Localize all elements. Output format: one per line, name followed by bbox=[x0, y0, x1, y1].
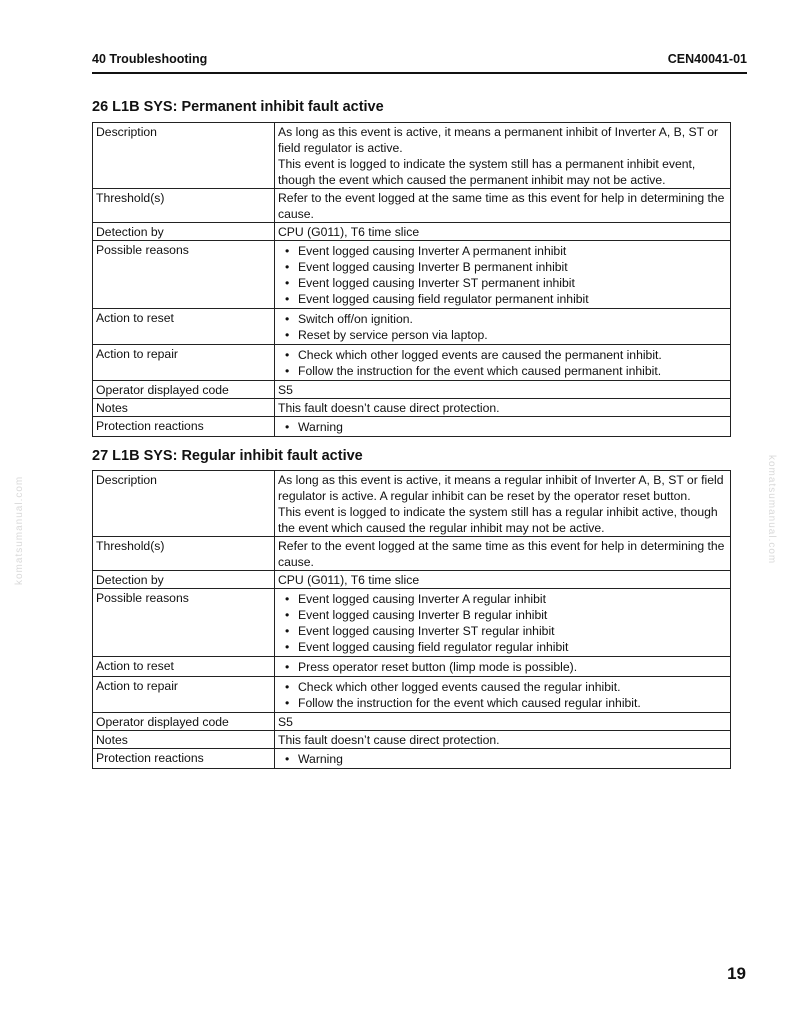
row-value bbox=[275, 309, 731, 345]
row-value: CPU (G011), T6 time slice bbox=[275, 571, 731, 589]
table-row bbox=[93, 399, 731, 417]
list-item: • Follow the instruction for the event which caused permanent inhibit. bbox=[278, 363, 728, 379]
row-label: Threshold(s) bbox=[93, 189, 275, 223]
row-value bbox=[275, 417, 731, 437]
page-number: 19 bbox=[727, 964, 746, 983]
reasons-list bbox=[278, 242, 728, 308]
fault-26-table bbox=[92, 122, 731, 437]
reset-list bbox=[278, 310, 728, 344]
list-item: • Event logged causing field regulator permanent inhibit bbox=[278, 291, 728, 307]
watermark-left: komatsumanual.com bbox=[14, 475, 25, 585]
description-para: This event is logged to indicate the system still has a regular inhibit active, though the event which caused the regular inhibit may not be active. bbox=[278, 505, 718, 535]
table-row bbox=[93, 471, 731, 537]
row-label: Possible reasons bbox=[93, 589, 275, 657]
fault-27-table bbox=[92, 470, 731, 769]
row-label: Action to repair bbox=[93, 677, 275, 713]
table-row bbox=[93, 677, 731, 713]
table-row bbox=[93, 189, 731, 223]
header-rule bbox=[92, 72, 747, 74]
list-item: • Event logged causing Inverter ST permanent inhibit bbox=[278, 275, 728, 291]
table-row bbox=[93, 417, 731, 437]
row-label: Description bbox=[93, 471, 275, 537]
page-header bbox=[92, 52, 747, 70]
row-value bbox=[275, 345, 731, 381]
row-label: Action to reset bbox=[93, 309, 275, 345]
row-value: This fault doesn’t cause direct protection. bbox=[275, 399, 731, 417]
description-para: As long as this event is active, it means a regular inhibit of Inverter A, B, ST or field regulator is active. A regular inhibit can be reset by the operator reset button. bbox=[278, 473, 724, 503]
row-value bbox=[275, 123, 731, 189]
row-value: Refer to the event logged at the same time as this event for help in determining the cause. bbox=[275, 189, 731, 223]
row-label: Notes bbox=[93, 399, 275, 417]
table-row bbox=[93, 381, 731, 399]
list-item: • Switch off/on ignition. bbox=[278, 311, 728, 327]
row-label: Operator displayed code bbox=[93, 381, 275, 399]
table-row bbox=[93, 241, 731, 309]
row-value: CPU (G011), T6 time slice bbox=[275, 223, 731, 241]
list-item: • Event logged causing field regulator regular inhibit bbox=[278, 639, 728, 655]
list-item: • Event logged causing Inverter B regular inhibit bbox=[278, 607, 728, 623]
watermark-right: komatsumanual.com bbox=[766, 455, 777, 565]
table-row bbox=[93, 571, 731, 589]
row-label: Detection by bbox=[93, 571, 275, 589]
reset-list bbox=[278, 658, 728, 676]
row-value bbox=[275, 749, 731, 769]
row-label: Protection reactions bbox=[93, 749, 275, 769]
row-label: Operator displayed code bbox=[93, 713, 275, 731]
list-item: • Warning bbox=[278, 419, 728, 435]
header-section: 40 Troubleshooting bbox=[92, 52, 208, 66]
repair-list bbox=[278, 678, 728, 712]
header-doc-code: CEN40041-01 bbox=[667, 52, 747, 66]
table-row bbox=[93, 309, 731, 345]
row-value: This fault doesn’t cause direct protection. bbox=[275, 731, 731, 749]
row-label: Threshold(s) bbox=[93, 537, 275, 571]
table-row bbox=[93, 589, 731, 657]
fault-27-title: 27 L1B SYS: Regular inhibit fault active bbox=[92, 448, 363, 464]
table-row bbox=[93, 749, 731, 769]
table-row bbox=[93, 731, 731, 749]
list-item: • Follow the instruction for the event which caused regular inhibit. bbox=[278, 695, 728, 711]
row-value: Refer to the event logged at the same time as this event for help in determining the cause. bbox=[275, 537, 731, 571]
row-label: Action to reset bbox=[93, 657, 275, 677]
list-item: • Check which other logged events are caused the permanent inhibit. bbox=[278, 347, 728, 363]
description-para: As long as this event is active, it means a permanent inhibit of Inverter A, B, ST or field regulator is active. bbox=[278, 125, 719, 155]
protection-list bbox=[278, 418, 728, 436]
row-label: Possible reasons bbox=[93, 241, 275, 309]
table-row bbox=[93, 123, 731, 189]
list-item: • Event logged causing Inverter A permanent inhibit bbox=[278, 243, 728, 259]
list-item: • Reset by service person via laptop. bbox=[278, 327, 728, 343]
repair-list bbox=[278, 346, 728, 380]
row-value bbox=[275, 241, 731, 309]
row-value: S5 bbox=[275, 713, 731, 731]
table-row bbox=[93, 223, 731, 241]
row-label: Detection by bbox=[93, 223, 275, 241]
list-item: • Press operator reset button (limp mode is possible). bbox=[278, 659, 728, 675]
row-label: Description bbox=[93, 123, 275, 189]
row-label: Action to repair bbox=[93, 345, 275, 381]
table-row bbox=[93, 713, 731, 731]
row-value: S5 bbox=[275, 381, 731, 399]
row-value bbox=[275, 677, 731, 713]
row-label: Notes bbox=[93, 731, 275, 749]
list-item: • Event logged causing Inverter A regular inhibit bbox=[278, 591, 728, 607]
row-label: Protection reactions bbox=[93, 417, 275, 437]
row-value bbox=[275, 471, 731, 537]
fault-26-title: 26 L1B SYS: Permanent inhibit fault active bbox=[92, 99, 384, 115]
description-para: This event is logged to indicate the system still has a permanent inhibit event, though the event which caused the permanent inhibit may not be active. bbox=[278, 157, 696, 187]
row-value bbox=[275, 657, 731, 677]
table-row bbox=[93, 657, 731, 677]
list-item: • Check which other logged events caused the regular inhibit. bbox=[278, 679, 728, 695]
table-row bbox=[93, 345, 731, 381]
protection-list bbox=[278, 750, 728, 768]
reasons-list bbox=[278, 590, 728, 656]
table-row bbox=[93, 537, 731, 571]
list-item: • Event logged causing Inverter B permanent inhibit bbox=[278, 259, 728, 275]
row-value bbox=[275, 589, 731, 657]
list-item: • Warning bbox=[278, 751, 728, 767]
list-item: • Event logged causing Inverter ST regular inhibit bbox=[278, 623, 728, 639]
